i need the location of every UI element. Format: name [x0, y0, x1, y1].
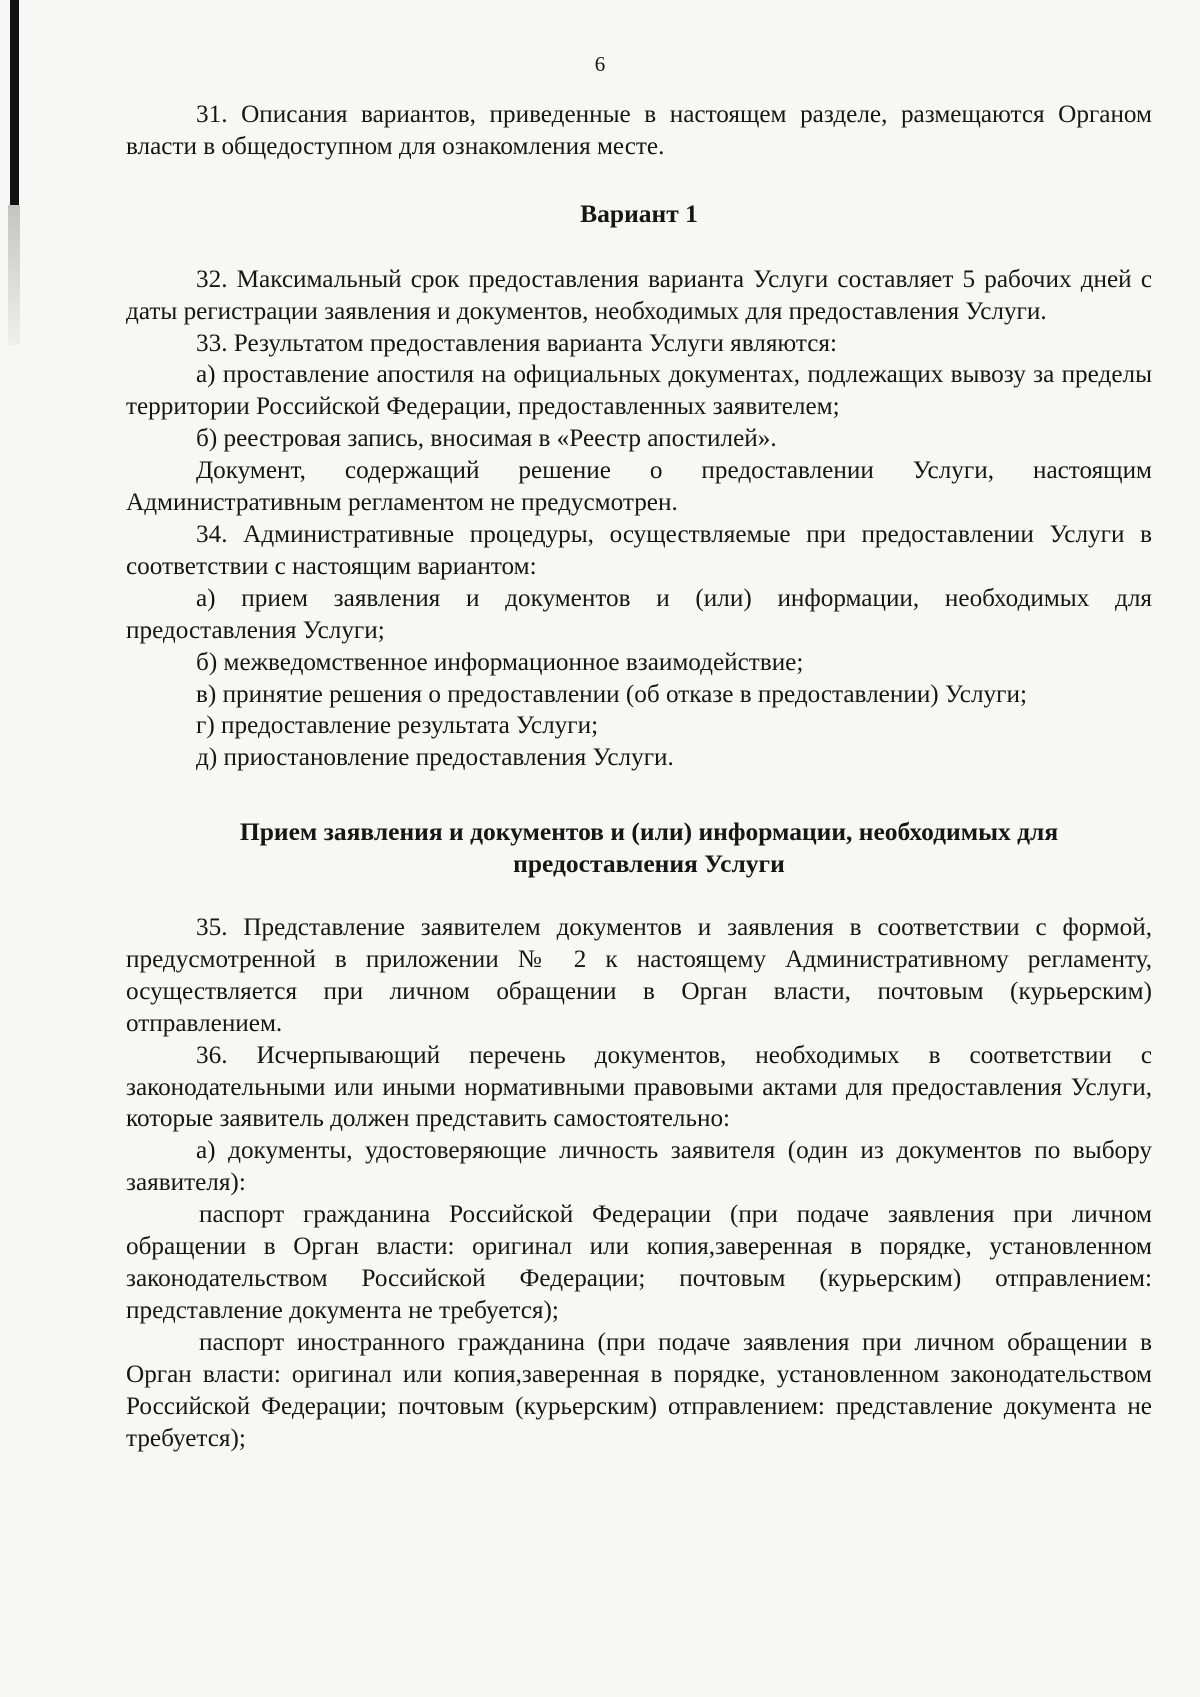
- paragraph-34-b: б) межведомственное информационное взаимодействие;: [196, 648, 804, 676]
- scan-margin-shadow: [10, 0, 19, 205]
- paragraph-36-a-passport-foreign: паспорт иностранного гражданина (при подаче заявления при личном обращении в Орган власти: оригинал или копия,заверенная в порядке, установленном законодательством Российской Федерации; почтовым (курьерским) отправлением: представление документа не требуется);: [126, 1328, 1152, 1452]
- paragraph-34-c: в) принятие решения о предоставлении (об отказе в предоставлении) Услуги;: [196, 680, 1027, 708]
- paragraph-36-a-passport-rf: паспорт гражданина Российской Федерации (при подаче заявления при личном обращении в Орган власти: оригинал или копия,заверенная в порядке, установленном законодательством Российской Федерации; почтовым (курьерским) отправлением: представление документа не требуется);: [126, 1201, 1152, 1324]
- paragraph-34-e: д) приостановление предоставления Услуги.: [196, 744, 674, 772]
- heading-variant-1: Вариант 1: [580, 198, 698, 228]
- paragraph-34-a: а) прием заявления и документов и (или) информации, необходимых для предоставления Услуги;: [126, 584, 1152, 644]
- paragraph-33-document: Документ, содержащий решение о предоставлении Услуги, настоящим Административным регламентом не предусмотрен.: [126, 457, 1152, 517]
- page-number: 6: [594, 52, 606, 76]
- heading-section-line-1: Прием заявления и документов и (или) информации, необходимых для: [239, 817, 1059, 847]
- paragraph-36: 36. Исчерпывающий перечень документов, необходимых в соответствии с законодательными или иными нормативными правовыми актами для предоставления Услуги, которые заявитель должен представить самостоятельно:: [126, 1041, 1152, 1133]
- paragraph-36-a: а) документы, удостоверяющие личность заявителя (один из документов по выбору заявителя):: [126, 1137, 1152, 1197]
- heading-section-intake: [126, 816, 1152, 880]
- paragraph-33: 33. Результатом предоставления варианта Услуги являются:: [196, 329, 837, 357]
- paragraph-31: 31. Описания вариантов, приведенные в настоящем разделе, размещаются Органом власти в общедоступном для ознакомления месте.: [126, 101, 1152, 160]
- heading-section-line-2: предоставления Услуги: [513, 849, 785, 879]
- paragraph-35: 35. Представление заявителем документов и заявления в соответствии с формой, предусмотренной в приложении № 2 к настоящему Административному регламенту, осуществляется при личном обращении в Орган власти, почтовым (курьерским) отправлением.: [126, 914, 1152, 1037]
- paragraph-34: 34. Административные процедуры, осуществляемые при предоставлении Услуги в соответствии с настоящим вариантом:: [126, 520, 1152, 580]
- paragraph-33-b: б) реестровая запись, вносимая в «Реестр апостилей».: [196, 425, 777, 453]
- paragraph-33-a: а) проставление апостиля на официальных документах, подлежащих вывозу за пределы территории Российской Федерации, предоставленных заявителем;: [126, 361, 1152, 421]
- document-body: [126, 99, 1152, 1454]
- paragraph-34-d: г) предоставление результата Услуги;: [196, 712, 599, 740]
- paragraph-32: 32. Максимальный срок предоставления варианта Услуги составляет 5 рабочих дней с даты регистрации заявления и документов, необходимых для предоставления Услуги.: [126, 265, 1152, 325]
- scan-margin-fade: [8, 205, 20, 345]
